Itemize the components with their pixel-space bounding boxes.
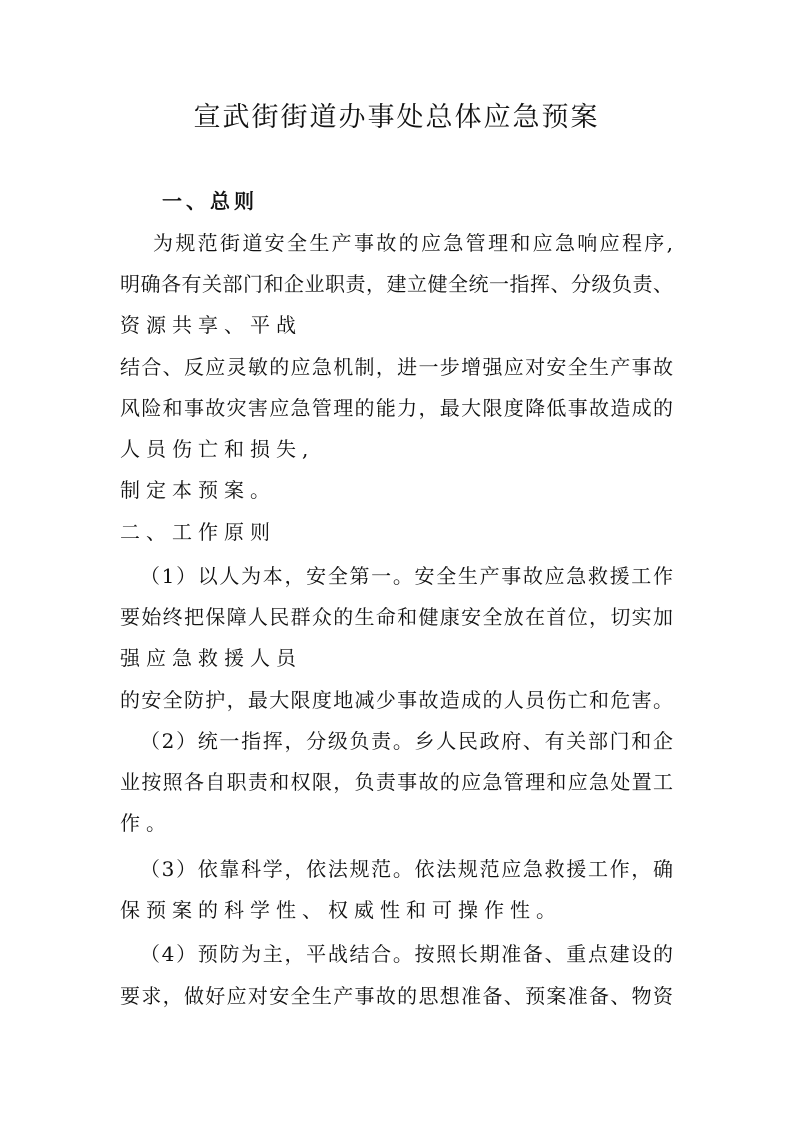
paragraph-line: 保预案的科学性、权威性和可操作性。 (120, 898, 562, 922)
paragraph-line: （4）预防为主，平战结合。按照长期准备、重点建设的 (140, 942, 673, 966)
paragraph-line: 明确各有关部门和企业职责，建立健全统一指挥、分级负责、 (120, 272, 673, 296)
paragraph-line: （1）以人为本，安全第一。安全生产事故应急救援工作 (140, 564, 673, 588)
paragraph-line: 资源共享、平战 (120, 313, 302, 337)
paragraph-line: （2）统一指挥，分级负责。乡人民政府、有关部门和企 (140, 729, 673, 753)
paragraph-line: 要求，做好应对安全生产事故的思想准备、预案准备、物资 (120, 984, 673, 1008)
document-title: 宣武街街道办事处总体应急预案 (193, 102, 600, 133)
paragraph-line: 强应急救援人员 (120, 646, 302, 670)
paragraph-line: 人员伤亡和损失, (120, 437, 315, 461)
paragraph-line: 结合、反应灵敏的应急机制，进一步增强应对安全生产事故 (120, 355, 673, 379)
paragraph-line: 制定本预案。 (120, 478, 276, 502)
paragraph-line: 风险和事故灾害应急管理的能力，最大限度降低事故造成的 (120, 396, 673, 420)
paragraph-line: 为规范街道安全生产事故的应急管理和应急响应程序, (153, 231, 673, 255)
paragraph-line: 要始终把保障人民群众的生命和健康安全放在首位，切实加 (120, 605, 673, 629)
section-heading-principles: 二、工作原则 (120, 520, 276, 544)
paragraph-line: 的安全防护，最大限度地减少事故造成的人员伤亡和危害。 (120, 688, 673, 712)
paragraph-line: 作。 (120, 811, 172, 835)
paragraph-line: （3）依靠科学，依法规范。依法规范应急救援工作，确 (140, 857, 673, 881)
paragraph-line: 业按照各自职责和权限，负责事故的应急管理和应急处置工 (120, 770, 673, 794)
section-heading-general: 一、总则 (162, 189, 258, 213)
